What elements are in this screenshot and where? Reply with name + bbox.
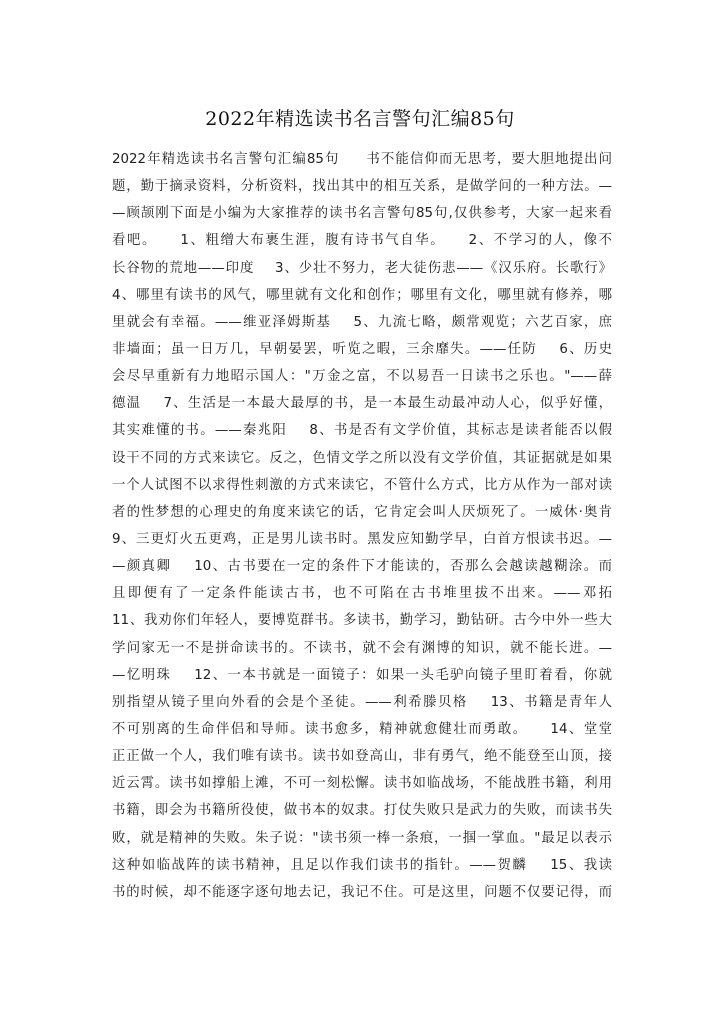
text-line: 败，就是精神的失败。朱子说："读书须一棒一条痕，一掴一掌血。"最足以表示 bbox=[112, 830, 612, 846]
document-title: 2022年精选读书名言警句汇编85句 bbox=[205, 108, 515, 130]
text-line: —顾颉刚下面是小编为大家推荐的读书名言警句85句,仅供参考，大家一起来看 bbox=[112, 206, 612, 222]
text-line: 其实难懂的书。——秦兆阳 8、书是否有文学价值，其标志是读者能否以假 bbox=[112, 423, 612, 439]
text-line: 这种如临战阵的读书精神，且足以作我们读书的指针。——贺麟 15、我读 bbox=[112, 857, 612, 873]
text-line: 9、三更灯火五更鸡，正是男儿读书时。黑发应知勤学早，白首方恨读书迟。— bbox=[112, 531, 612, 547]
text-line: 别指望从镜子里向外看的会是个圣徒。——利希滕贝格 13、书籍是青年人 bbox=[112, 694, 612, 710]
text-line: 11、我劝你们年轻人，要博览群书。多读书，勤学习，勤钻研。古今中外一些大 bbox=[112, 613, 612, 629]
text-line: 设干不同的方式来读它。反之，色情文学之所以没有文学价值，其证据就是如果 bbox=[112, 450, 612, 466]
text-line: 4、哪里有读书的风气，哪里就有文化和创作；哪里有文化，哪里就有修养，哪 bbox=[112, 287, 612, 303]
text-line: 书籍，即会为书籍所役使，做书本的奴隶。打仗失败只是武力的失败，而读书失 bbox=[112, 803, 612, 819]
text-line: 长谷物的荒地——印度 3、少壮不努力，老大徒伤悲——《汉乐府。长歌行》 bbox=[112, 260, 612, 276]
text-line: 近云霄。读书如撑船上滩，不可一刻松懈。读书如临战场，不能战胜书籍，利用 bbox=[112, 776, 612, 792]
text-line: 德温 7、生活是一本最大最厚的书，是一本最生动最冲动人心，似乎好懂， bbox=[112, 396, 612, 412]
text-line: 会尽早重新有力地昭示国人："万金之富，不以易吾一日读书之乐也。"——薛 bbox=[112, 369, 612, 385]
text-line: 题，勤于摘录资料，分析资料，找出其中的相互关系，是做学问的一种方法。— bbox=[112, 179, 612, 195]
text-line: —忆明珠 12、一本书就是一面镜子：如果一头毛驴向镜子里盯着看，你就 bbox=[112, 667, 612, 683]
text-line: 者的性梦想的心理史的角度来读它的话，它肯定会叫人厌烦死了。一威休·奥肯 bbox=[112, 504, 612, 520]
text-line: 正正做一个人，我们唯有读书。读书如登高山，非有勇气，绝不能登至山顶，接 bbox=[112, 749, 612, 765]
text-line: 里就会有幸福。——维亚泽姆斯基 5、九流七略，颇常观览；六艺百家，庶 bbox=[112, 314, 612, 330]
text-line: 一个人试图不以求得性刺激的方式来读它，不管什么方式，比方从作为一部对读 bbox=[112, 477, 612, 493]
text-line: 学问家无一不是拼命读书的。不读书，就不会有渊博的知识，就不能长进。— bbox=[112, 640, 612, 656]
text-line: 非墙面；虽一日万几，早朝晏罢，听览之暇，三余靡失。——任防 6、历史 bbox=[112, 341, 612, 357]
text-line: 2022年精选读书名言警句汇编85句 书不能信仰而无思考，要大胆地提出问 bbox=[112, 152, 612, 167]
text-line: 不可别离的生命伴侣和导师。读书愈多，精神就愈健壮而勇敢。 14、堂堂 bbox=[112, 721, 612, 737]
text-line: 看吧。 1、粗缯大布裹生涯，腹有诗书气自华。 2、不学习的人，像不 bbox=[112, 233, 612, 249]
text-line: 书的时候，却不能逐字逐句地去记，我记不住。可是这里，问题不仅要记得，而 bbox=[112, 884, 612, 900]
text-line: —颜真卿 10、古书要在一定的条件下才能读的，否那么会越读越糊涂。而 bbox=[112, 559, 612, 575]
text-line: 且即便有了一定条件能读古书，也不可陷在古书堆里拔不出来。——邓拓 bbox=[112, 586, 612, 602]
document-body bbox=[112, 146, 612, 906]
